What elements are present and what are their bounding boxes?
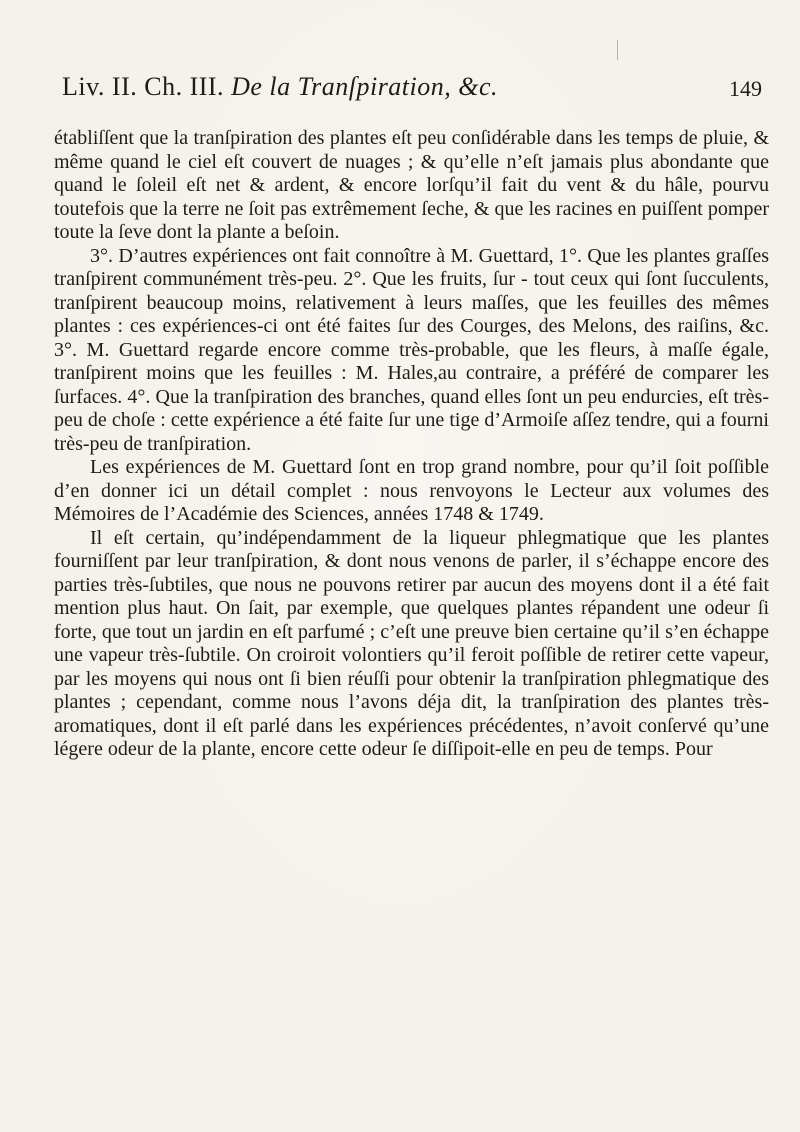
running-head-chapter: Liv. II. Ch. III.: [62, 72, 225, 101]
body-text: [54, 127, 769, 762]
paragraph-guettard-experiments: 3°. D’autres expériences ont fait connoître à M. Guettard, 1°. Que les plantes graſſes tranſpirent communément très-peu. 2°. Que les fruits, ſur - tout ceux qui ſont ſucculents, tranſpirent beaucoup moins, relativement à leurs maſſes, que les feuilles des mêmes plantes : ces expériences-ci ont été faites ſur des Courges, des Melons, des raiſins, &c. 3°. M. Guettard regarde encore comme très-probable, que les fleurs, à maſſe égale, tranſpirent moins que les feuilles : M. Hales,au contraire, a préféré de comparer les ſurfaces. 4°. Que la tranſpiration des branches, quand elles ſont un peu endurcies, eſt très-peu de choſe : cette expérience a été faite ſur une tige d’Armoiſe aſſez tendre, qui a fourni très-peu de tranſpiration.: [54, 244, 769, 455]
paragraph-continued: établiſſent que la tranſpiration des plantes eſt peu conſidérable dans les temps de pluie, & même quand le ciel eſt couvert de nuages ; & qu’elle n’eſt jamais plus abondante que quand le ſoleil eſt net & ardent, & encore lorſqu’il fait du vent & du hâle, pourvu toutefois que la terre ne ſoit pas extrêmement ſeche, & que les racines en puiſſent pomper toute la ſeve dont la plante a beſoin.: [54, 127, 769, 243]
page-number: 149: [729, 76, 762, 101]
paper-crease: [617, 40, 618, 60]
page-header: [62, 72, 762, 112]
paragraph-subtle-vapour: Il eſt certain, qu’indépendamment de la liqueur phlegmatique que les plantes fourniſſent par leur tranſpiration, & dont nous venons de parler, il s’échappe encore des parties très-ſubtiles, que nous ne pouvons retirer par aucun des moyens dont il a été fait mention plus haut. On ſait, par exemple, que quelques plantes répandent une odeur ſi forte, que tout un jardin en eſt parfumé ; c’eſt une preuve bien certaine qu’il s’en échappe une vapeur très-ſubtile. On croiroit volontiers qu’il feroit poſſible de retirer cette vapeur, par les moyens qui nous ont ſi bien réuſſi pour obtenir la tranſpiration phlegmatique des plantes ; cependant, comme nous l’avons déja dit, la tranſpiration des plantes très-aromatiques, dont il eſt parlé dans les expériences précédentes, n’avoit conſervé qu’une légere odeur de la plante, encore cette odeur ſe diſſipoit-elle en peu de temps. Pour: [54, 526, 769, 760]
paragraph-memoires-reference: Les expériences de M. Guettard ſont en trop grand nombre, pour qu’il ſoit poſſible d’en donner ici un détail complet : nous renvoyons le Lecteur aux volumes des Mémoires de l’Académie des Sciences, années 1748 & 1749.: [54, 456, 769, 525]
running-head-title: De la Tranſpiration, &c.: [231, 72, 499, 101]
running-head: [62, 72, 498, 102]
